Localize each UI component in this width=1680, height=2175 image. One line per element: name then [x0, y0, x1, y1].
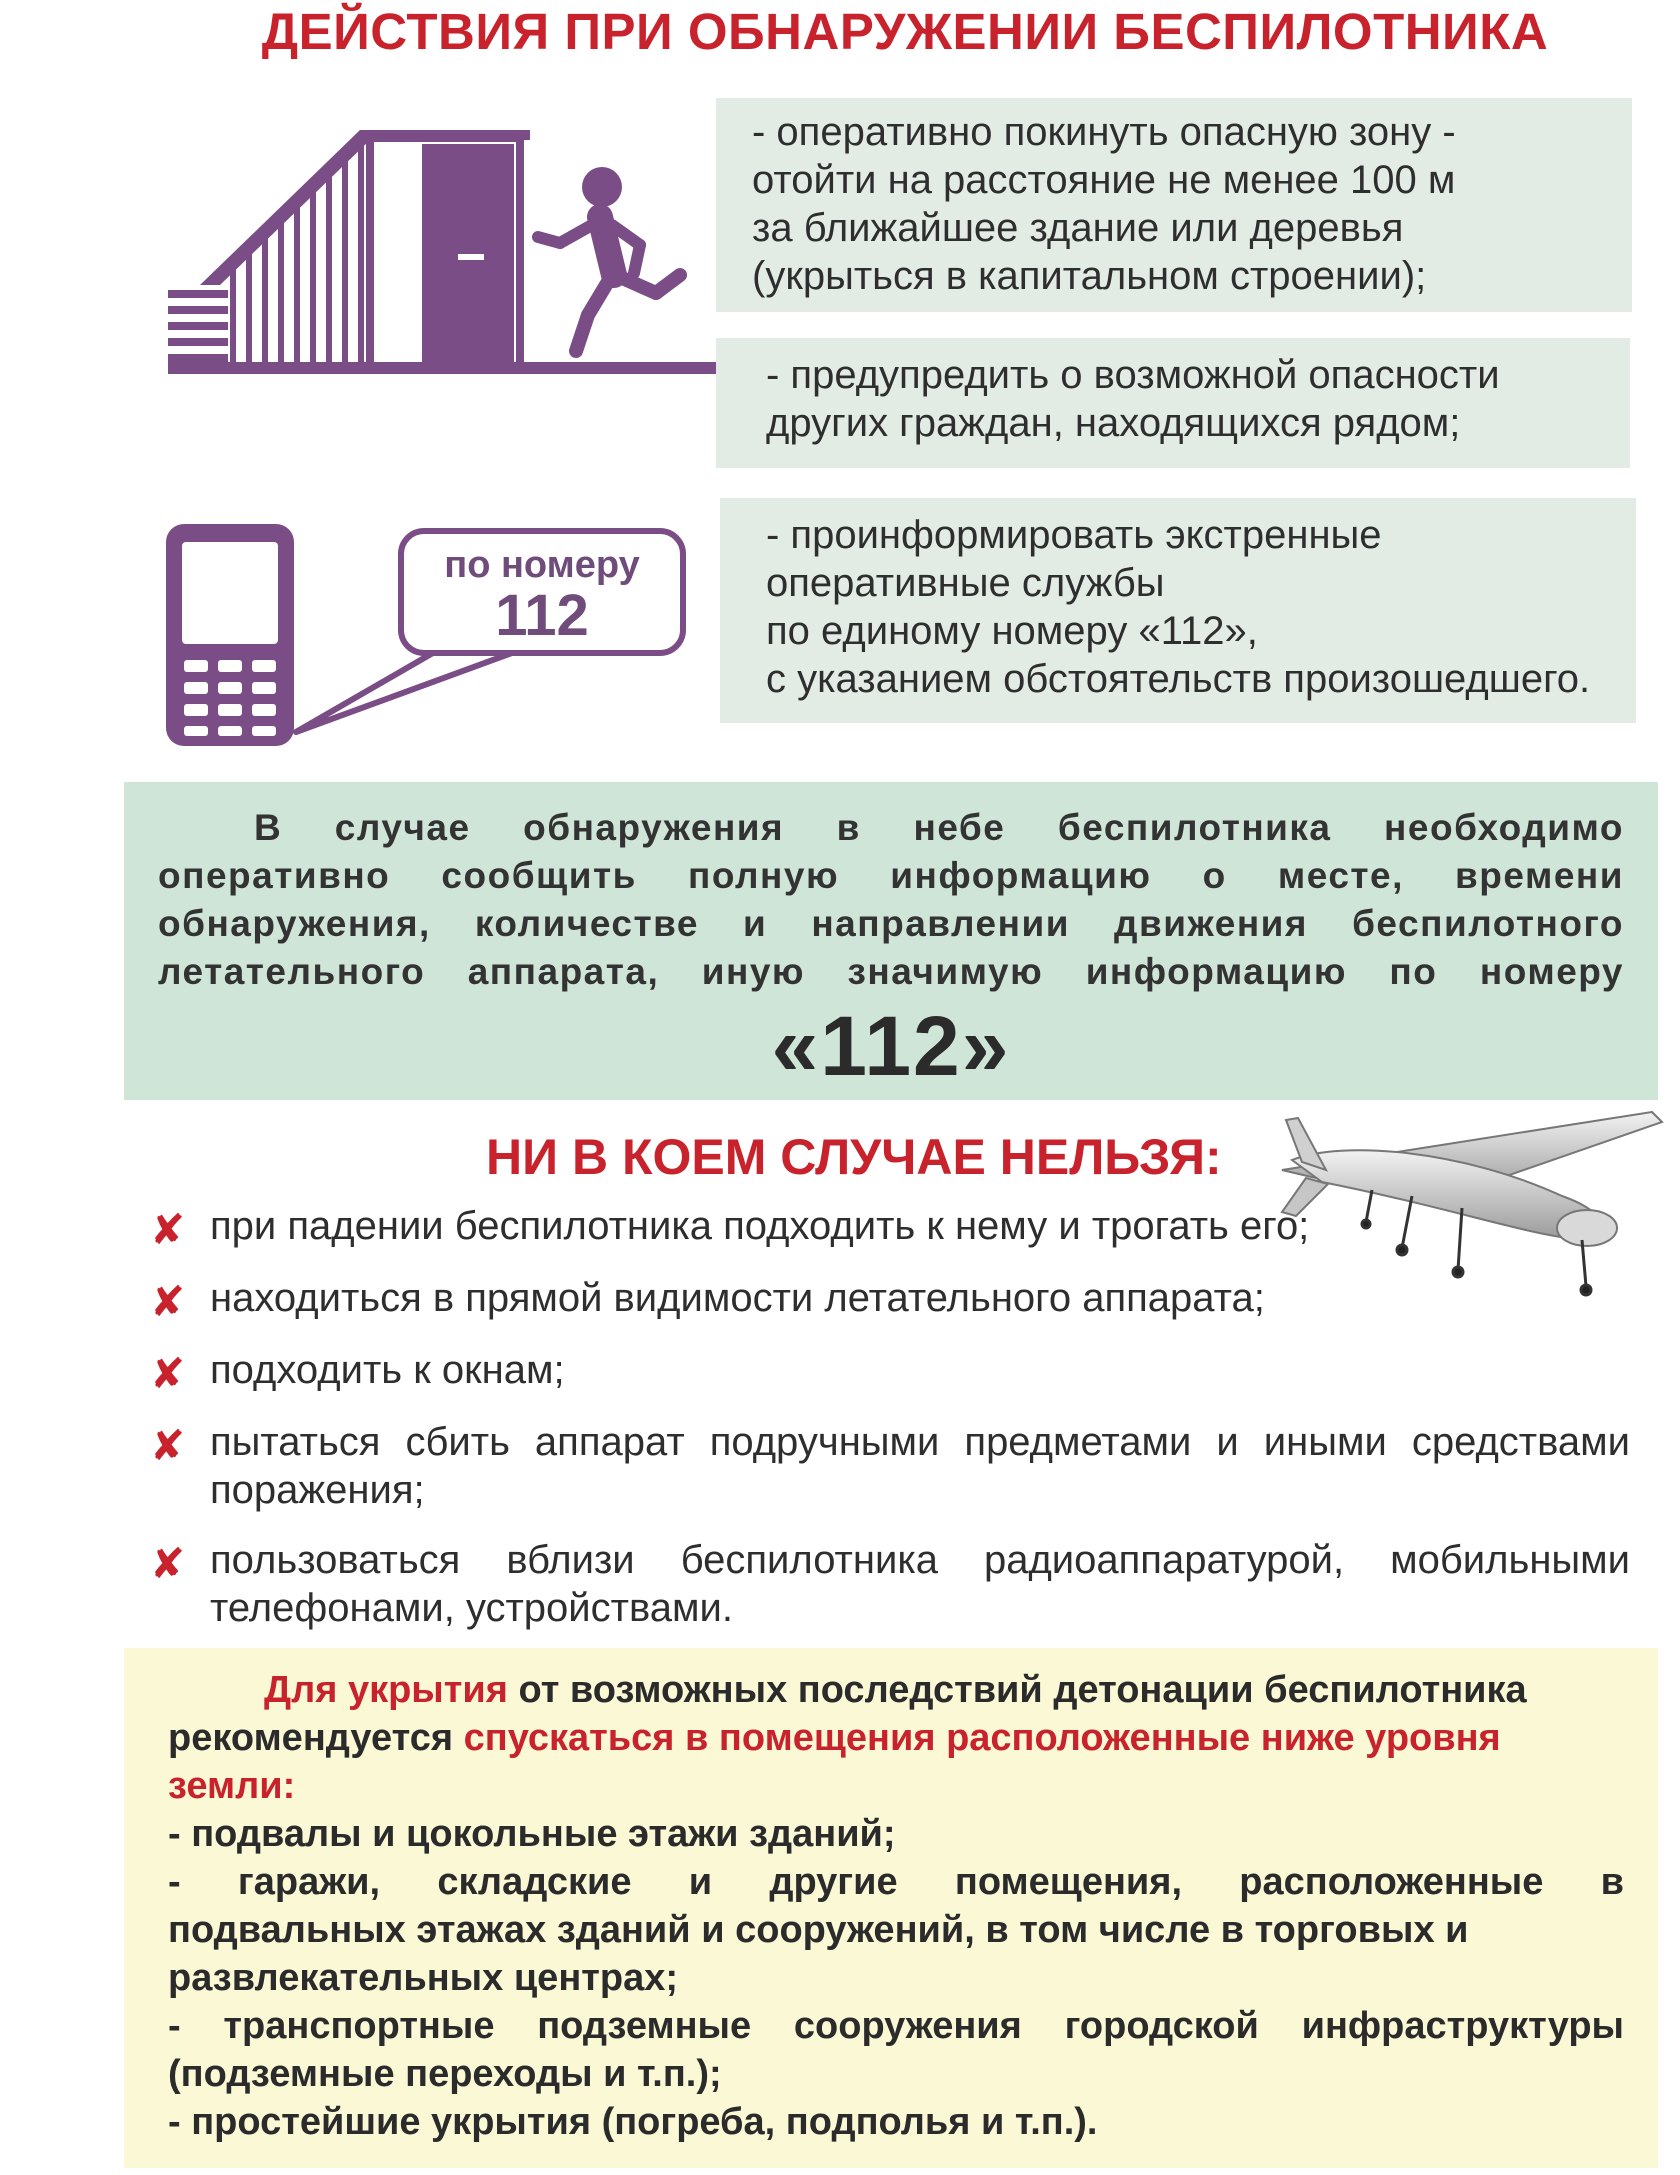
report-line: В случае обнаружения в небе беспилотника необходимо	[254, 807, 1624, 848]
prohibited-item	[150, 1536, 1630, 1634]
report-line: обнаружения, количестве и направлении движения беспилотного	[158, 903, 1624, 944]
prohibited-item	[150, 1274, 1630, 1324]
step-line: - предупредить о возможной опасности	[766, 353, 1500, 397]
report-number: «112»	[771, 999, 1011, 1093]
prohibited-text: при падении беспилотника подходить к нему и трогать его;	[210, 1204, 1310, 1248]
shelter-intro-text: от возможных последствий детонации беспилотника	[507, 1669, 1527, 1711]
step-line: других граждан, находящихся рядом;	[766, 401, 1461, 445]
cross-icon: ✘	[150, 1278, 186, 1325]
step-line: - оперативно покинуть опасную зону -	[752, 110, 1456, 154]
shelter-intro-line	[168, 1714, 1624, 1762]
prohibited-item	[150, 1202, 1630, 1252]
step-line: - проинформировать экстренные	[766, 513, 1382, 557]
step-warn-citizens	[716, 338, 1630, 468]
cross-icon: ✘	[150, 1206, 186, 1253]
shelter-intro-line	[168, 1666, 1624, 1714]
step-line: отойти на расстояние не менее 100 м	[752, 158, 1456, 202]
step-line: оперативные службы	[766, 561, 1165, 605]
report-line: летательного аппарата, иную значимую информацию по номеру	[158, 951, 1624, 992]
shelter-item: развлекательных центрах;	[168, 1957, 679, 1999]
report-info-box	[124, 782, 1658, 1100]
prohibited-text: пытаться сбить аппарат подручными предметами и иными средствами поражения;	[210, 1420, 1630, 1512]
running-person-icon	[530, 165, 700, 365]
step-call-112	[720, 498, 1636, 723]
speech-bubble-icon	[398, 528, 686, 656]
prohibited-title: НИ В КОЕМ СЛУЧАЕ НЕЛЬЗЯ:	[486, 1129, 1222, 1185]
drone-image	[1262, 1100, 1666, 1300]
shelter-intro-highlight: земли:	[168, 1765, 296, 1807]
cross-icon: ✘	[150, 1422, 186, 1469]
bubble-number: 112	[495, 583, 589, 648]
step-line: по единому номеру «112»,	[766, 609, 1258, 653]
shelter-box	[124, 1648, 1658, 2168]
shelter-item: - подвалы и цокольные этажи зданий;	[168, 1813, 896, 1855]
shelter-intro-highlight: спускаться в помещения расположенные ниже уровня	[463, 1717, 1501, 1759]
prohibited-text: подходить к окнам;	[210, 1348, 565, 1392]
bubble-label: по номеру	[444, 544, 640, 586]
step-leave-zone	[716, 98, 1632, 312]
shelter-item: - простейшие укрытия (погреба, подполья и т.п.).	[168, 2101, 1098, 2143]
shelter-intro-highlight: Для укрытия	[264, 1669, 508, 1711]
cross-icon: ✘	[150, 1540, 186, 1587]
shelter-item: (подземные переходы и т.п.);	[168, 2053, 722, 2095]
prohibited-item	[150, 1346, 1630, 1396]
page-title: ДЕЙСТВИЯ ПРИ ОБНАРУЖЕНИИ БЕСПИЛОТНИКА	[261, 3, 1549, 60]
step-line: с указанием обстоятельств произошедшего.	[766, 657, 1591, 701]
mobile-phone-icon	[162, 520, 302, 752]
step-line: (укрыться в капитальном строении);	[752, 254, 1427, 298]
prohibited-item	[150, 1418, 1630, 1516]
prohibited-text: находиться в прямой видимости летательного аппарата;	[210, 1276, 1265, 1320]
report-line: оперативно сообщить полную информацию о месте, времени	[158, 855, 1624, 896]
shelter-item: - гаражи, складские и другие помещения, расположенные в	[168, 1861, 1624, 1903]
step-line: за ближайшее здание или деревья	[752, 206, 1404, 250]
prohibited-text: пользоваться вблизи беспилотника радиоаппаратурой, мобильными телефонами, устройствами.	[210, 1538, 1630, 1630]
cross-icon: ✘	[150, 1350, 186, 1397]
shelter-item: подвальных этажах зданий и сооружений, в том числе в торговых и	[168, 1909, 1469, 1951]
shelter-item: - транспортные подземные сооружения городской инфраструктуры	[168, 2005, 1624, 2047]
shelter-intro-text: рекомендуется	[168, 1717, 464, 1759]
